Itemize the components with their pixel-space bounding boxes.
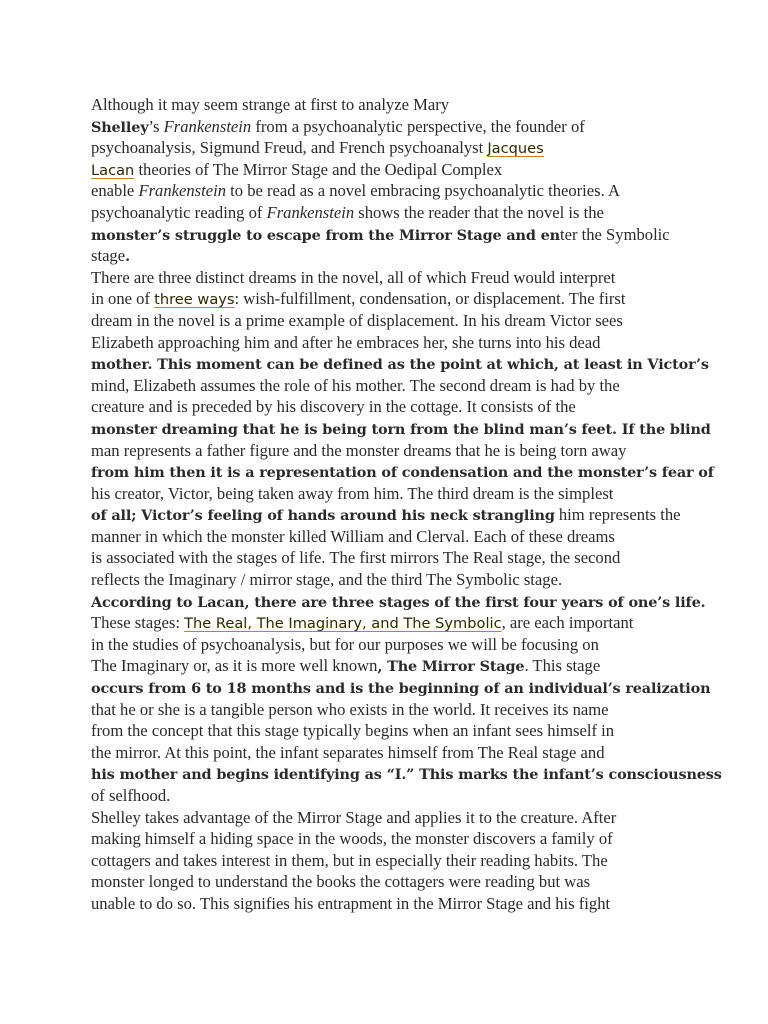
text-line: creature and is preceded by his discovery in the cottage. It consists of the: [91, 397, 576, 417]
text-line: Shelley takes advantage of the Mirror Stage and applies it to the creature. After: [91, 807, 617, 827]
text-line: mind, Elizabeth assumes the role of his mother. The second dream is had by the: [91, 375, 620, 395]
text-line: is associated with the stages of life. The first mirrors The Real stage, the second: [91, 548, 621, 568]
text-line: the mirror. At this point, the infant separates himself from The Real stage and: [91, 742, 605, 762]
text-line: from him then it is a representation of condensation and the monster’s fear of: [91, 464, 714, 482]
text-line: that he or she is a tangible person who exists in the world. It receives its name: [91, 699, 609, 719]
text-line: These stages: The Real, The Imaginary, and The Symbolic, are each important: [91, 613, 634, 633]
document-body: [91, 94, 722, 915]
text-line: his mother and begins identifying as “I.” This marks the infant’s consciousness: [91, 766, 722, 784]
text-line: monster’s struggle to escape from the Mirror Stage and enter the Symbolic: [91, 224, 670, 244]
text-line: of selfhood.: [91, 786, 171, 805]
text-line: Shelley’s Frankenstein from a psychoanalytic perspective, the founder of: [91, 116, 585, 136]
text-line: mother. This moment can be defined as the point at which, at least in Victor’s: [91, 356, 709, 374]
three-ways-link[interactable]: three ways: [154, 291, 235, 309]
italic-title: Frankenstein: [266, 202, 355, 222]
text-line: The Imaginary or, as it is more well known, The Mirror Stage. This stage: [91, 656, 601, 676]
text-line: There are three distinct dreams in the novel, all of which Freud would interpret: [91, 267, 616, 287]
text-line: According to Lacan, there are three stages of the first four years of one’s life.: [91, 593, 706, 611]
text-line: making himself a hiding space in the woods, the monster discovers a family of: [91, 829, 613, 849]
text-line: dream in the novel is a prime example of displacement. In his dream Victor sees: [91, 310, 623, 330]
text-line: man represents a father figure and the monster dreams that he is being torn away: [91, 440, 627, 460]
text-line: stage.: [91, 246, 130, 266]
text-line: his creator, Victor, being taken away from him. The third dream is the simplest: [91, 483, 614, 503]
text-line: psychoanalytic reading of Frankenstein shows the reader that the novel is the: [91, 202, 604, 222]
jacques-lacan-link[interactable]: Lacan: [91, 161, 135, 179]
italic-title: Frankenstein: [138, 181, 227, 201]
text-line: monster dreaming that he is being torn from the blind man’s feet. If the blind: [91, 420, 711, 438]
text-line: Although it may seem strange at first to analyze Mary: [91, 95, 450, 114]
text-line: Elizabeth approaching him and after he embraces her, she turns into his dead: [91, 332, 601, 352]
text-line: psychoanalysis, Sigmund Freud, and French psychoanalyst Jacques: [91, 138, 544, 158]
text-line: in the studies of psychoanalysis, but for our purposes we will be focusing on: [91, 634, 599, 654]
text-line: occurs from 6 to 18 months and is the beginning of an individual’s realization: [91, 680, 711, 698]
text-line: of all; Victor’s feeling of hands around his neck strangling him represents the: [91, 505, 681, 525]
text-line: monster longed to understand the books the cottagers were reading but was: [91, 872, 591, 892]
text-line: manner in which the monster killed William and Clerval. Each of these dreams: [91, 526, 615, 546]
stages-link[interactable]: The Real, The Imaginary, and The Symbolic: [184, 615, 502, 633]
text-line: cottagers and takes interest in them, but in especially their reading habits. The: [91, 850, 608, 870]
text-line: unable to do so. This signifies his entrapment in the Mirror Stage and his fight: [91, 893, 611, 913]
text-line: reflects the Imaginary / mirror stage, and the third The Symbolic stage.: [91, 570, 563, 590]
jacques-lacan-link[interactable]: Jacques: [487, 140, 544, 158]
italic-title: Frankenstein: [163, 116, 252, 136]
text-line: enable Frankenstein to be read as a novel embracing psychoanalytic theories. A: [91, 181, 620, 201]
text-line: Lacan theories of The Mirror Stage and the Oedipal Complex: [91, 159, 503, 179]
text-line: from the concept that this stage typically begins when an infant sees himself in: [91, 721, 615, 741]
text-line: in one of three ways: wish-fulfillment, condensation, or displacement. The first: [91, 289, 626, 309]
